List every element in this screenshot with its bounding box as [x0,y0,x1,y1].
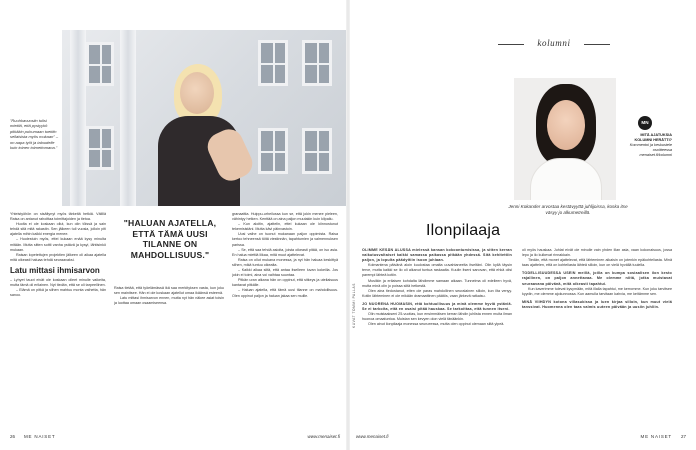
paragraph: JO NUORENA HUOMASIN, että kohtuullisuus ja minä olemme hyviä ystäviä. Se ei tarkoita, että en osaisi pitää hauskaa. Se tarkoittaa, että tunnen itseni. [362,301,512,312]
paragraph: – Haluan ajatella, että tämä uusi tilanne on mahdollisuus. Olen oppinut paljon ja haluan jakaa sen muille. [232,288,338,298]
page-footer [10,432,340,442]
window [302,40,332,86]
paragraph: – Lyhyet tauot eivät ole koskaan olleet minulle vaikeita, mutta tämä oli erilainen. Nyt tiedän, että se oli tarpeellinen. [10,277,106,288]
paragraph: TODELLISUUDESSA USEIN meillä, joilla on kumpa sosiaalisen ilon kesto rajallinen, on paljon annettavaa. Me olemme niitä, jotka muistavat seuraavana päivänä, mitä oikeasti tapahtui. [522,271,672,286]
subheading: Latu mittasi ihmisarvon [10,265,100,275]
paragraph: Raisa tietää, että työelämässä ikä saa merkityksen vasta, kun joku sen mainitsee. Hän ei ole koskaan ajatellut omaa ikäänsä esteenä. [114,286,224,296]
website-link[interactable]: www.menaiset.fi [307,434,340,439]
mn-logo-badge: MN [638,116,652,130]
article-column-3 [232,212,338,437]
paragraph: – Kaikki alkaa siitä, että antaa itselleen luvan kokeilla. Jos jokin ei toimi, aina voi vaihtaa suuntaa. [232,268,338,278]
paragraph: MINÄ VIIHDYN kotona villasukissa ja luen kirjaa silloin, kun muut vielä tanssivat. Huomenna olen taas valmis uuteen päivään ja uusiin juhliin. [522,299,672,309]
portrait-shirt [530,158,602,200]
window [86,42,114,86]
window [258,128,288,174]
column-label-text: kolumni [537,38,571,48]
facade-column [120,30,136,206]
paragraph: Tiedän, että monet ajattelevat, että lähteminen aikaisin on jotenkin epäkohteliasta. Minä taas ajattelen, että on kohteliasta lähteä silloin, kun on vielä hyvällä tuulella. [522,258,672,268]
column-label [498,38,610,50]
paragraph: Huolta ei ole koskaan ollut, kun olin töissä ja sain tehdä sitä mitä rakastin. Sen jälkeen tuli vuosia, jolloin piti ajatella mihin kaikki energia menee. [10,222,106,237]
article-column-1 [10,212,106,437]
photo-credit: KUVAT TOMMI PALLAS [352,283,356,328]
website-link[interactable]: www.menaiset.fi [356,434,389,439]
magazine-name: ME NAISET [24,434,56,439]
person-face [180,72,214,114]
paragraph: Pitkän uran aikana hän on oppinut, että sitkeys ja uteliaisuus kantavat pitkälle. [232,278,338,288]
paragraph: Olen aina tiedostanut, etten ole paras mahdollinen seuralainen silloin, kun ilta venyy. Kotiin lähteminen ei ole mikään dramaattinen päätös, vaan järkevä ratkaisu. [362,288,512,298]
paragraph: oli myös hauskaa. Juhlat eivät ole minulle vain yhden illan asia, vaan kokonaisuus, jossa lepo ja ilo kulkevat rinnakkain. [522,248,672,258]
spine-gutter [346,0,350,450]
comment-prompt-link[interactable]: Kommentoi ja keskustele osoitteessa menaiset.fi/kolumni [629,143,672,157]
paragraph: granaattia. Huippu-urheilussa kun se, että jokin menee pieleen, vähintyy hetken. Kenttää on aina paljon muutakin kuin kilpailu. [232,212,338,222]
paragraph: – Huolestuin myös, ettei kukaan enää kysy minulta mitään. Mutta sitten soitti vanha ystävä ja kysyi, lähtisinkö mukaan. [10,237,106,252]
window [258,40,288,86]
paragraph: Olen ainut ilonpilaaja monessa seurueessa, mutta olen oppinut olemaan siitä ylpeä. [368,322,505,327]
pull-quote: "HALUAN AJATELLA, ETTÄ TÄMÄ UUSI TILANNE ON MAHDOLLISUUS." [123,218,217,260]
author-portrait [514,78,616,200]
paragraph: Uusi vaihe on tuonut mukanaan paljon oppimista. Raisa kertoo tehneensä töitä viestinnän, tapahtumien ja valmennuksen parissa. [232,232,338,247]
paragraph: Kolmantena päivänä aloin kuulostaa omalta uuvahtaneelta itseltäni. Olin kyllä täysin terve, mutta kaikki se ilo oli alkanut tuntua raskaalta. Kuulin itseni sanovan, että ehkä olisi parempi lähteä kotiin. [362,263,512,278]
magazine-name: ME NAISET [640,434,672,439]
portrait-face [547,100,585,150]
comment-prompt-title: MITÄ AJATUKSIA KOLUMNI HERÄTTI? [634,133,672,142]
paragraph: – Elämä on pitkä ja siihen mahtuu monta vaihetta, hän sanoo. [10,288,106,298]
paragraph: Latu mittasi ihmisarvon ennen, mutta nyt hän näkee asiat toisin ja luottaa omaan osaamiseensa. [114,296,224,306]
paragraph: Musiikin ja erilaisen kohdalta lähdimme samaan aikaan. Tunnelma oli edelleen hyvä, mutta minä olin jo poissa siitä hetkestä. [362,278,512,288]
paragraph: Raisa on ollut mukana monessa, ja nyt hän haluaa keskittyä siihen, mikä tuntuu oikealta. [232,257,338,267]
comment-prompt [626,133,672,158]
window [86,126,114,170]
portrait-caption: Jenni Kokander arvostaa kestävyyttä juhlijoissa, koska itse väsyy jo alkumetreillä. [508,204,628,215]
paragraph: – Kun aloitin, ajattelin, ettei kukaan ole kiinnostunut tekemisistäni. Mutta kävi päinvastoin. [232,222,338,232]
column-text-1 [362,248,512,434]
page-number: 26 [10,434,16,439]
paragraph: – Se, että saa tehdä asioita, joista oikeasti pitää, on iso asia. En halua miettiä liikaa, mitä muut ajattelevat. [232,247,338,257]
paragraph: Kun kaverimme tulevat kysymään, mitä illalla tapahtui, me kerromme. Kun joku tarvitsee kyydin, me olemme ajokunnossa. Kun aamulla tarvitaan kahvia, me keitämme sen. [522,286,672,296]
page-number: 27 [680,434,686,439]
window [302,128,332,174]
paragraph: OLIMME KESÄN ALUSSA mielessä kansan kokoontumisissa, ja sitten kerran vaikutusvaltaiset kaikki samassa paikassa pitkään yhdessä. Sitä kehitettiin paljon, ja lopulta päädyttiin isoon juhlaan. [362,248,512,263]
facade-column [70,30,86,206]
article-column-2 [114,286,224,436]
facade-photo [62,30,348,206]
photo-caption: "Ruuhkavuosiin tulisi miettiä, että pystyykö pitkäkin puhumaan tuettiin sellaisista myös mukaan" – on aapa työt ja taloudelle kuin toinen toimettomana." [10,118,59,151]
paragraph: Yhteistyöhön on sisältynyt myös tärkeitä hetkiä. Välillä Raisa on antanut rahoittaa toimittajoiden ja tietoa. [10,212,106,222]
paragraph: Raisan lopetettujen projektien jälkeen oli aikaa ajatella mitä oikeasti haluaa tehdä seuraavaksi. [10,252,106,262]
divider-line [584,44,610,45]
paragraph: Olin muistaakseni 25-vuotias, kun ensimmäisen kerran lähdin juhlista ennen muita ilman huonoa omaatuntoa. Muistan sen kevyen olon vielä tänäänkin. [362,312,512,322]
page-footer [356,432,686,442]
column-text-2 [522,248,672,434]
article-headline: Ilonpilaaja [426,222,501,239]
